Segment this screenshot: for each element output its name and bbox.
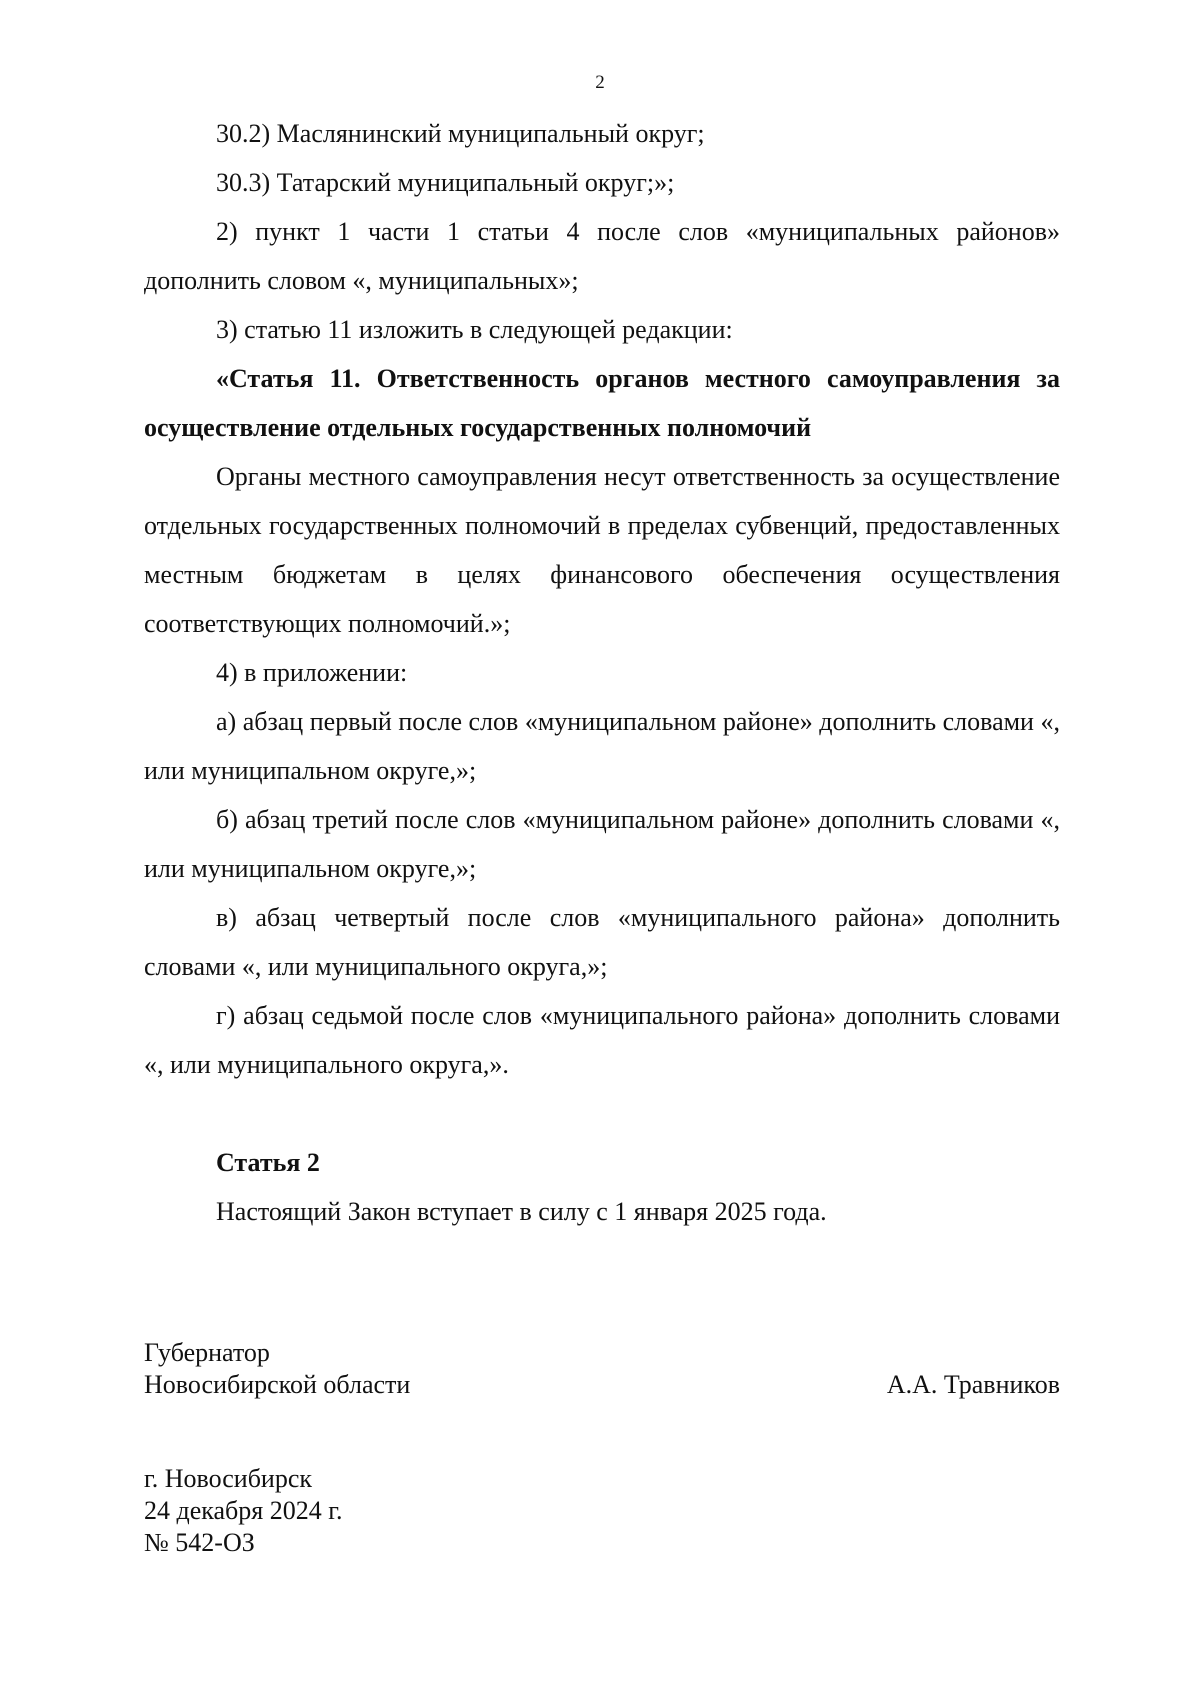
page-number: 2 (595, 72, 605, 93)
paragraph-item-4v: в) абзац четвертый после слов «муниципального района» дополнить словами «, или муниципального округа,»; (144, 903, 1060, 981)
date: 24 декабря 2024 г. (144, 1496, 343, 1525)
paragraph-30-3: 30.3) Татарский муниципальный округ;»; (216, 168, 675, 197)
signer-position-line1: Губернатор (144, 1338, 270, 1367)
signature-row (144, 1369, 1060, 1401)
article-2-text: Настоящий Закон вступает в силу с 1 января 2025 года. (216, 1197, 827, 1226)
article-2 (216, 1138, 1060, 1236)
article-11-heading: «Статья 11. Ответственность органов местного самоуправления за осуществление отдельных государственных полномочий (144, 364, 1060, 442)
signer-position-line2: Новосибирской области (144, 1370, 411, 1399)
paragraph-item-4a: а) абзац первый после слов «муниципальном районе» дополнить словами «, или муниципальном округе,»; (144, 707, 1060, 785)
place-date-number (144, 1463, 342, 1559)
article-2-heading: Статья 2 (216, 1148, 320, 1177)
law-number: № 542-ОЗ (144, 1528, 255, 1557)
paragraph-item-3: 3) статью 11 изложить в следующей редакции: (216, 315, 733, 344)
paragraph-item-4g: г) абзац седьмой после слов «муниципального района» дополнить словами «, или муниципального округа,». (144, 1001, 1060, 1079)
city: г. Новосибирск (144, 1464, 313, 1493)
signature-block (144, 1337, 1060, 1401)
article-11-text: Органы местного самоуправления несут ответственность за осуществление отдельных государственных полномочий в пределах субвенций, предоставленных местным бюджетам в целях финансового обеспечения осуществления соответствующих полномочий.»; (144, 462, 1060, 638)
paragraph-30-2: 30.2) Маслянинский муниципальный округ; (216, 119, 705, 148)
paragraph-item-2: 2) пункт 1 части 1 статьи 4 после слов «муниципальных районов» дополнить словом «, муниципальных»; (144, 217, 1060, 295)
document-body (144, 109, 1060, 1089)
paragraph-item-4b: б) абзац третий после слов «муниципальном районе» дополнить словами «, или муниципальном округе,»; (144, 805, 1060, 883)
paragraph-item-4: 4) в приложении: (216, 658, 408, 687)
signer-name: А.А. Травников (886, 1370, 1060, 1399)
